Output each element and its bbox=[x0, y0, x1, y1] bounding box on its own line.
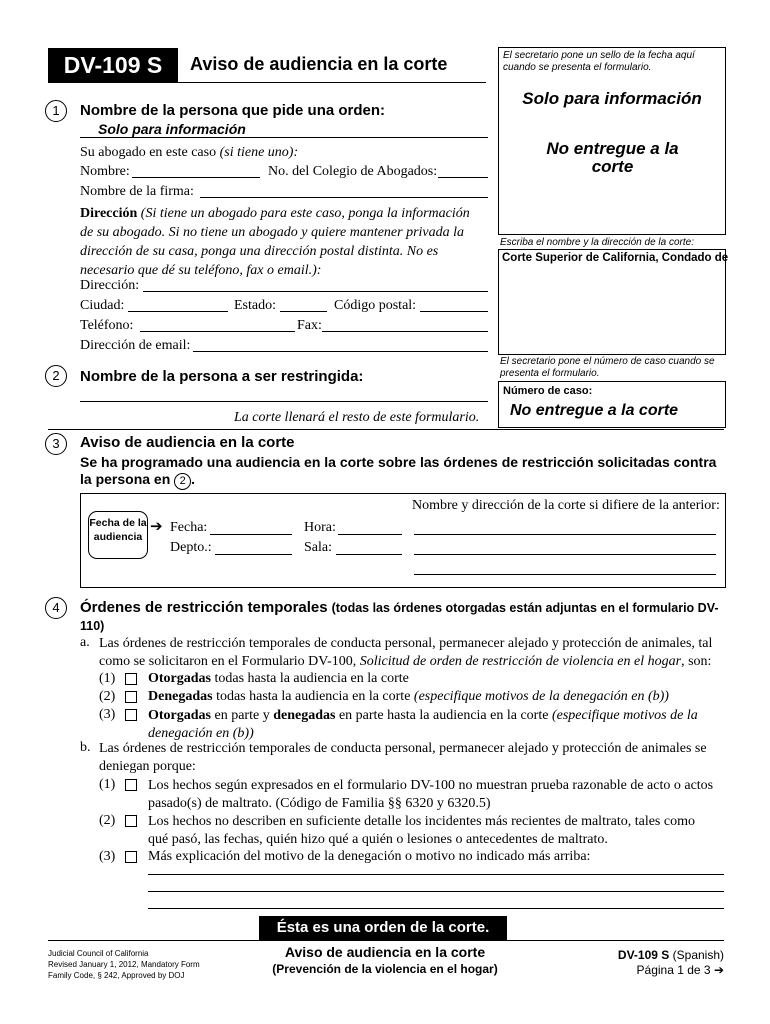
item-a-text bbox=[99, 635, 724, 671]
section-4-title-note: (todas las órdenes otorgadas están adjuntas en el formulario DV-110) bbox=[80, 601, 719, 633]
bar-number-field[interactable] bbox=[438, 177, 488, 178]
item-a1-granted: Otorgadas bbox=[148, 671, 211, 686]
hearing-dept-label: Depto.: bbox=[170, 540, 212, 555]
explanation-line-1[interactable] bbox=[148, 874, 724, 875]
item-a3-denied: denegadas bbox=[273, 708, 336, 723]
footer-page: Página 1 de 3 bbox=[636, 963, 711, 977]
section-3-subtitle-text: Se ha programado una audiencia en la corte sobre las órdenes de restricción solicitadas contra la persona en bbox=[80, 454, 717, 487]
explanation-line-2[interactable] bbox=[148, 891, 724, 892]
address-field[interactable] bbox=[143, 291, 488, 292]
court-box-label: Escriba el nombre y la dirección de la corte: bbox=[500, 237, 694, 248]
email-field[interactable] bbox=[193, 351, 488, 352]
footer-right bbox=[560, 948, 724, 978]
item-a3-detail: en parte hasta la audiencia en la corte bbox=[338, 708, 549, 723]
section-2-number: 2 bbox=[45, 365, 67, 387]
item-a1-text bbox=[148, 671, 409, 687]
item-a3-note: (especifique motivos de la denegación en (b)) bbox=[148, 708, 698, 741]
zip-field[interactable] bbox=[420, 311, 488, 312]
item-a3-number: (3) bbox=[99, 707, 116, 722]
clerk-stamp-note: El secretario pone un sello de la fecha aquí cuando se presenta el formulario. bbox=[503, 50, 695, 73]
other-court-line-3[interactable] bbox=[414, 574, 716, 575]
item-a2-number: (2) bbox=[99, 689, 116, 704]
item-b2-number: (2) bbox=[99, 813, 116, 828]
item-a2-detail: todas hasta la audiencia en la corte bbox=[216, 689, 411, 704]
hearing-room-label: Sala: bbox=[304, 540, 332, 555]
footer-title: Aviso de audiencia en la corte bbox=[284, 944, 486, 960]
court-name: Corte Superior de California, Condado de bbox=[502, 252, 729, 264]
item-a-text-main: Las órdenes de restricción temporales de conducta personal, permanecer alejado y protección de animales, tal como se solicitaron en el Formulario DV-100, bbox=[99, 636, 713, 669]
item-b-label: b. bbox=[80, 740, 91, 755]
item-a1-number: (1) bbox=[99, 671, 116, 686]
footer-council: Judicial Council of California bbox=[48, 949, 149, 958]
hearing-date-badge: Fecha de la audiencia bbox=[88, 511, 148, 559]
phone-field[interactable] bbox=[140, 331, 295, 332]
section-1-title: Nombre de la persona que pide una orden: bbox=[80, 102, 386, 119]
firm-name-field[interactable] bbox=[200, 197, 488, 198]
item-a-label: a. bbox=[80, 635, 90, 650]
address-instructions bbox=[80, 204, 470, 280]
lawyer-name-field[interactable] bbox=[132, 177, 260, 178]
lawyer-name-label: Nombre: bbox=[80, 164, 130, 179]
city-field[interactable] bbox=[128, 311, 228, 312]
state-field[interactable] bbox=[280, 311, 327, 312]
address-label: Dirección: bbox=[80, 278, 140, 293]
other-court-label: Nombre y dirección de la corte si difiere de la anterior: bbox=[412, 498, 720, 513]
item-b2-checkbox[interactable] bbox=[125, 815, 137, 827]
phone-label: Teléfono: bbox=[80, 318, 134, 333]
other-court-line-1[interactable] bbox=[414, 534, 716, 535]
item-a3-and: en parte y bbox=[214, 708, 270, 723]
case-number-label: Número de caso: bbox=[503, 385, 593, 397]
item-a1-detail: todas hasta la audiencia en la corte bbox=[214, 671, 409, 686]
fax-field[interactable] bbox=[322, 331, 488, 332]
section-4-title: Órdenes de restricción temporales bbox=[80, 599, 328, 616]
bar-number-label: No. del Colegio de Abogados: bbox=[268, 164, 438, 179]
item-b2-text: Los hechos no describen en suficiente detalle los incidentes más recientes de maltrato, tales como qué pasó, las fechas, quién hizo qué a quién o lesiones o antecedentes de maltrato. bbox=[148, 814, 695, 847]
address-note: (Si tiene un abogado para este caso, ponga la información de su abogado. Si no tiene un abogado y quiere mantener privada la dirección de su casa, ponga una dirección postal distinta. No es necesario que dé su teléfono, fax o email.): bbox=[80, 206, 470, 278]
hearing-room-field[interactable] bbox=[336, 554, 402, 555]
item-a3-text bbox=[148, 707, 708, 743]
item-a3-granted: Otorgadas bbox=[148, 708, 211, 723]
item-b1-checkbox[interactable] bbox=[125, 779, 137, 791]
firm-name-label: Nombre de la firma: bbox=[80, 184, 194, 199]
hearing-date-field[interactable] bbox=[210, 534, 292, 535]
zip-label: Código postal: bbox=[334, 298, 417, 313]
lawyer-label: Su abogado en este caso bbox=[80, 145, 217, 160]
item-a2-checkbox[interactable] bbox=[125, 691, 137, 703]
footer-subtitle: (Prevención de la violencia en el hogar) bbox=[272, 962, 498, 976]
hearing-time-label: Hora: bbox=[304, 520, 336, 535]
do-not-deliver-stamp: No entregue a la corte bbox=[546, 139, 679, 176]
item-a3-checkbox[interactable] bbox=[125, 709, 137, 721]
court-order-banner: Ésta es una orden de la corte. bbox=[259, 916, 507, 940]
requester-name-line bbox=[80, 137, 488, 138]
item-b3-text: Más explicación del motivo de la denegación o motivo no indicado más arriba: bbox=[148, 849, 591, 864]
form-title: Aviso de audiencia en la corte bbox=[190, 54, 448, 74]
explanation-line-3[interactable] bbox=[148, 908, 724, 909]
footer-left bbox=[48, 948, 200, 981]
item-b3-number: (3) bbox=[99, 849, 116, 864]
section-3-title: Aviso de audiencia en la corte bbox=[80, 434, 295, 451]
item-a2-text bbox=[148, 689, 669, 705]
address-heading: Dirección bbox=[80, 206, 138, 221]
footer-revised: Revised January 1, 2012, Mandatory Form bbox=[48, 960, 200, 969]
court-name-box bbox=[498, 249, 729, 355]
item-a2-denied: Denegadas bbox=[148, 689, 213, 704]
item-a2-note: (especifique motivos de la denegación en (b)) bbox=[413, 689, 669, 704]
item-b1-number: (1) bbox=[99, 777, 116, 792]
lawyer-note: (si tiene uno): bbox=[219, 145, 299, 160]
city-label: Ciudad: bbox=[80, 298, 125, 313]
section-3-subtitle bbox=[80, 454, 720, 490]
section-4-heading bbox=[80, 599, 720, 635]
hearing-dept-field[interactable] bbox=[215, 554, 292, 555]
section-3-number: 3 bbox=[45, 433, 67, 455]
info-only-stamp: Solo para información bbox=[522, 89, 702, 108]
footer-rule bbox=[48, 940, 724, 941]
footer-form-code: DV-109 S bbox=[617, 948, 670, 962]
section-1-number: 1 bbox=[45, 100, 67, 122]
next-page-arrow-icon[interactable]: ➔ bbox=[713, 963, 724, 977]
state-label: Estado: bbox=[234, 298, 276, 313]
restrained-person-field[interactable] bbox=[80, 401, 488, 402]
arrow-icon: ➔ bbox=[150, 518, 163, 535]
form-code-badge: DV-109 S bbox=[48, 48, 178, 82]
footer-language: (Spanish) bbox=[672, 948, 724, 962]
case-number-value: No entregue a la corte bbox=[510, 402, 679, 419]
section-2-title: Nombre de la persona a ser restringida: bbox=[80, 368, 364, 385]
lawyer-heading bbox=[80, 145, 298, 161]
court-fill-note: La corte llenará el resto de este formulario. bbox=[234, 410, 480, 425]
section-4-number: 4 bbox=[45, 597, 67, 619]
item-b1-text: Los hechos según expresados en el formulario DV-100 no muestran prueba razonable de acto o actos pasado(s) de maltrato. (Código de Familia §§ 6320 y 6320.5) bbox=[148, 778, 714, 811]
fax-label: Fax: bbox=[297, 318, 322, 333]
item-b-text: Las órdenes de restricción temporales de conducta personal, permanecer alejado y protección de animales se deniegan porque: bbox=[99, 741, 707, 774]
item-b3-checkbox[interactable] bbox=[125, 851, 137, 863]
footer-code: Family Code, § 242, Approved by DOJ bbox=[48, 971, 185, 980]
hearing-time-field[interactable] bbox=[338, 534, 402, 535]
item-a1-checkbox[interactable] bbox=[125, 673, 137, 685]
section-3-subtitle-end: . bbox=[191, 471, 196, 487]
item-a-text-end: , son: bbox=[681, 654, 712, 669]
other-court-line-2[interactable] bbox=[414, 554, 716, 555]
section-3-top-rule bbox=[48, 429, 724, 430]
requester-name[interactable]: Solo para información bbox=[98, 121, 246, 137]
header-rule bbox=[48, 82, 486, 83]
hearing-date-label: Fecha: bbox=[170, 520, 208, 535]
case-number-note: El secretario pone el número de caso cuando se presenta el formulario. bbox=[500, 356, 715, 379]
item-a-form-name: Solicitud de orden de restricción de violencia en el hogar bbox=[359, 654, 682, 669]
section-3-person-ref: 2 bbox=[174, 473, 191, 490]
email-label: Dirección de email: bbox=[80, 338, 191, 353]
